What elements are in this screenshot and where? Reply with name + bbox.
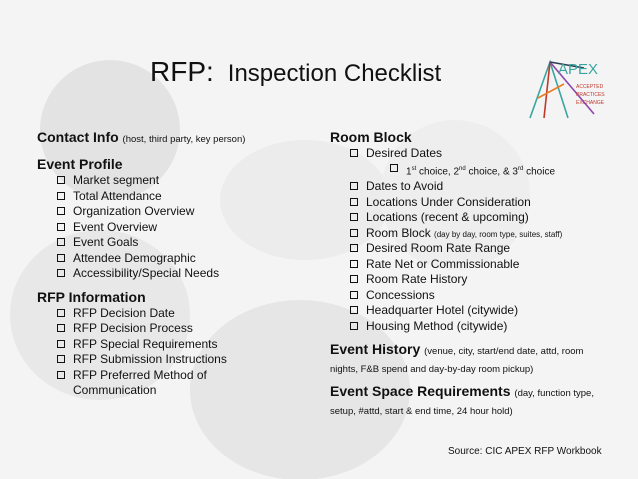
checkbox-icon	[390, 164, 398, 172]
title-sub: Inspection Checklist	[227, 60, 442, 87]
checklist-item: Attendee Demographic	[57, 251, 307, 267]
checklist-item: Event Overview	[57, 220, 307, 236]
checklist-item: Locations Under Consideration	[350, 195, 630, 211]
checklist-item: Organization Overview	[57, 204, 307, 220]
checkbox-icon	[57, 324, 65, 332]
checkbox-icon	[350, 198, 358, 206]
checklist-item: RFP Decision Date	[57, 306, 307, 322]
checklist-item: Concessions	[350, 288, 630, 304]
checkbox-icon	[57, 340, 65, 348]
checklist-item: RFP Decision Process	[57, 321, 307, 337]
title-main: RFP:	[150, 56, 214, 87]
checkbox-icon	[57, 309, 65, 317]
checkbox-icon	[57, 192, 65, 200]
checkbox-icon	[350, 182, 358, 190]
checklist-item: RFP Preferred Method of Communication	[57, 368, 243, 399]
checkbox-icon	[57, 238, 65, 246]
checklist-item: Dates to Avoid	[350, 179, 630, 195]
svg-text:EXCHANGE: EXCHANGE	[576, 100, 605, 106]
checkbox-icon	[57, 269, 65, 277]
rfp-information-heading: RFP Information	[37, 288, 146, 305]
checkbox-icon	[350, 229, 358, 237]
checklist-item: Rate Net or Commissionable	[350, 257, 630, 273]
checklist-item: Market segment	[57, 173, 307, 189]
svg-text:ACCEPTED: ACCEPTED	[576, 84, 604, 90]
checklist-item: Locations (recent & upcoming)	[350, 210, 630, 226]
checkbox-icon	[350, 213, 358, 221]
checkbox-icon	[57, 223, 65, 231]
checklist-item: RFP Special Requirements	[57, 337, 307, 353]
checkbox-icon	[350, 306, 358, 314]
checkbox-icon	[57, 254, 65, 262]
checkbox-icon	[350, 149, 358, 157]
event-space-heading: Event Space Requirements (day, function type, setup, #attd, start & end time, 24 hour hold)	[330, 383, 594, 418]
checklist-item: Room Block (day by day, room type, suites, staff)	[350, 226, 576, 242]
checkbox-icon	[57, 176, 65, 184]
checkbox-icon	[57, 355, 65, 363]
checkbox-icon	[350, 260, 358, 268]
source-note: Source: CIC APEX RFP Workbook	[448, 446, 602, 457]
checklist-item: Headquarter Hotel (citywide)	[350, 303, 630, 319]
checkbox-icon	[350, 275, 358, 283]
checkbox-icon	[350, 322, 358, 330]
checkbox-icon	[57, 371, 65, 379]
left-column	[37, 128, 307, 399]
checklist-item: Room Rate History	[350, 272, 630, 288]
checklist-item: Event Goals	[57, 235, 307, 251]
checklist-item: Desired Room Rate Range	[350, 241, 630, 257]
slide-title	[150, 56, 441, 88]
checkbox-icon	[350, 244, 358, 252]
checklist-item: Accessibility/Special Needs	[57, 266, 307, 282]
checklist-subitem: 1st choice, 2nd choice, & 3rd choice	[390, 162, 630, 180]
room-block-heading: Room Block	[330, 129, 412, 145]
event-history-heading: Event History (venue, city, start/end date, attd, room nights, F&B spend and day-by-day room pickup)	[330, 341, 584, 376]
contact-info-heading: Contact Info (host, third party, key person)	[37, 129, 246, 145]
logo-text: APEX	[558, 61, 599, 78]
event-profile-heading: Event Profile	[37, 156, 123, 172]
checklist-item: Desired Dates	[350, 146, 630, 162]
checkbox-icon	[350, 291, 358, 299]
svg-text:PRACTICES: PRACTICES	[576, 92, 605, 98]
checklist-item: RFP Submission Instructions	[57, 352, 307, 368]
checklist-item: Housing Method (citywide)	[350, 319, 630, 335]
checkbox-icon	[57, 207, 65, 215]
right-column	[330, 128, 630, 418]
checklist-item: Total Attendance	[57, 189, 307, 205]
apex-logo	[524, 54, 620, 130]
